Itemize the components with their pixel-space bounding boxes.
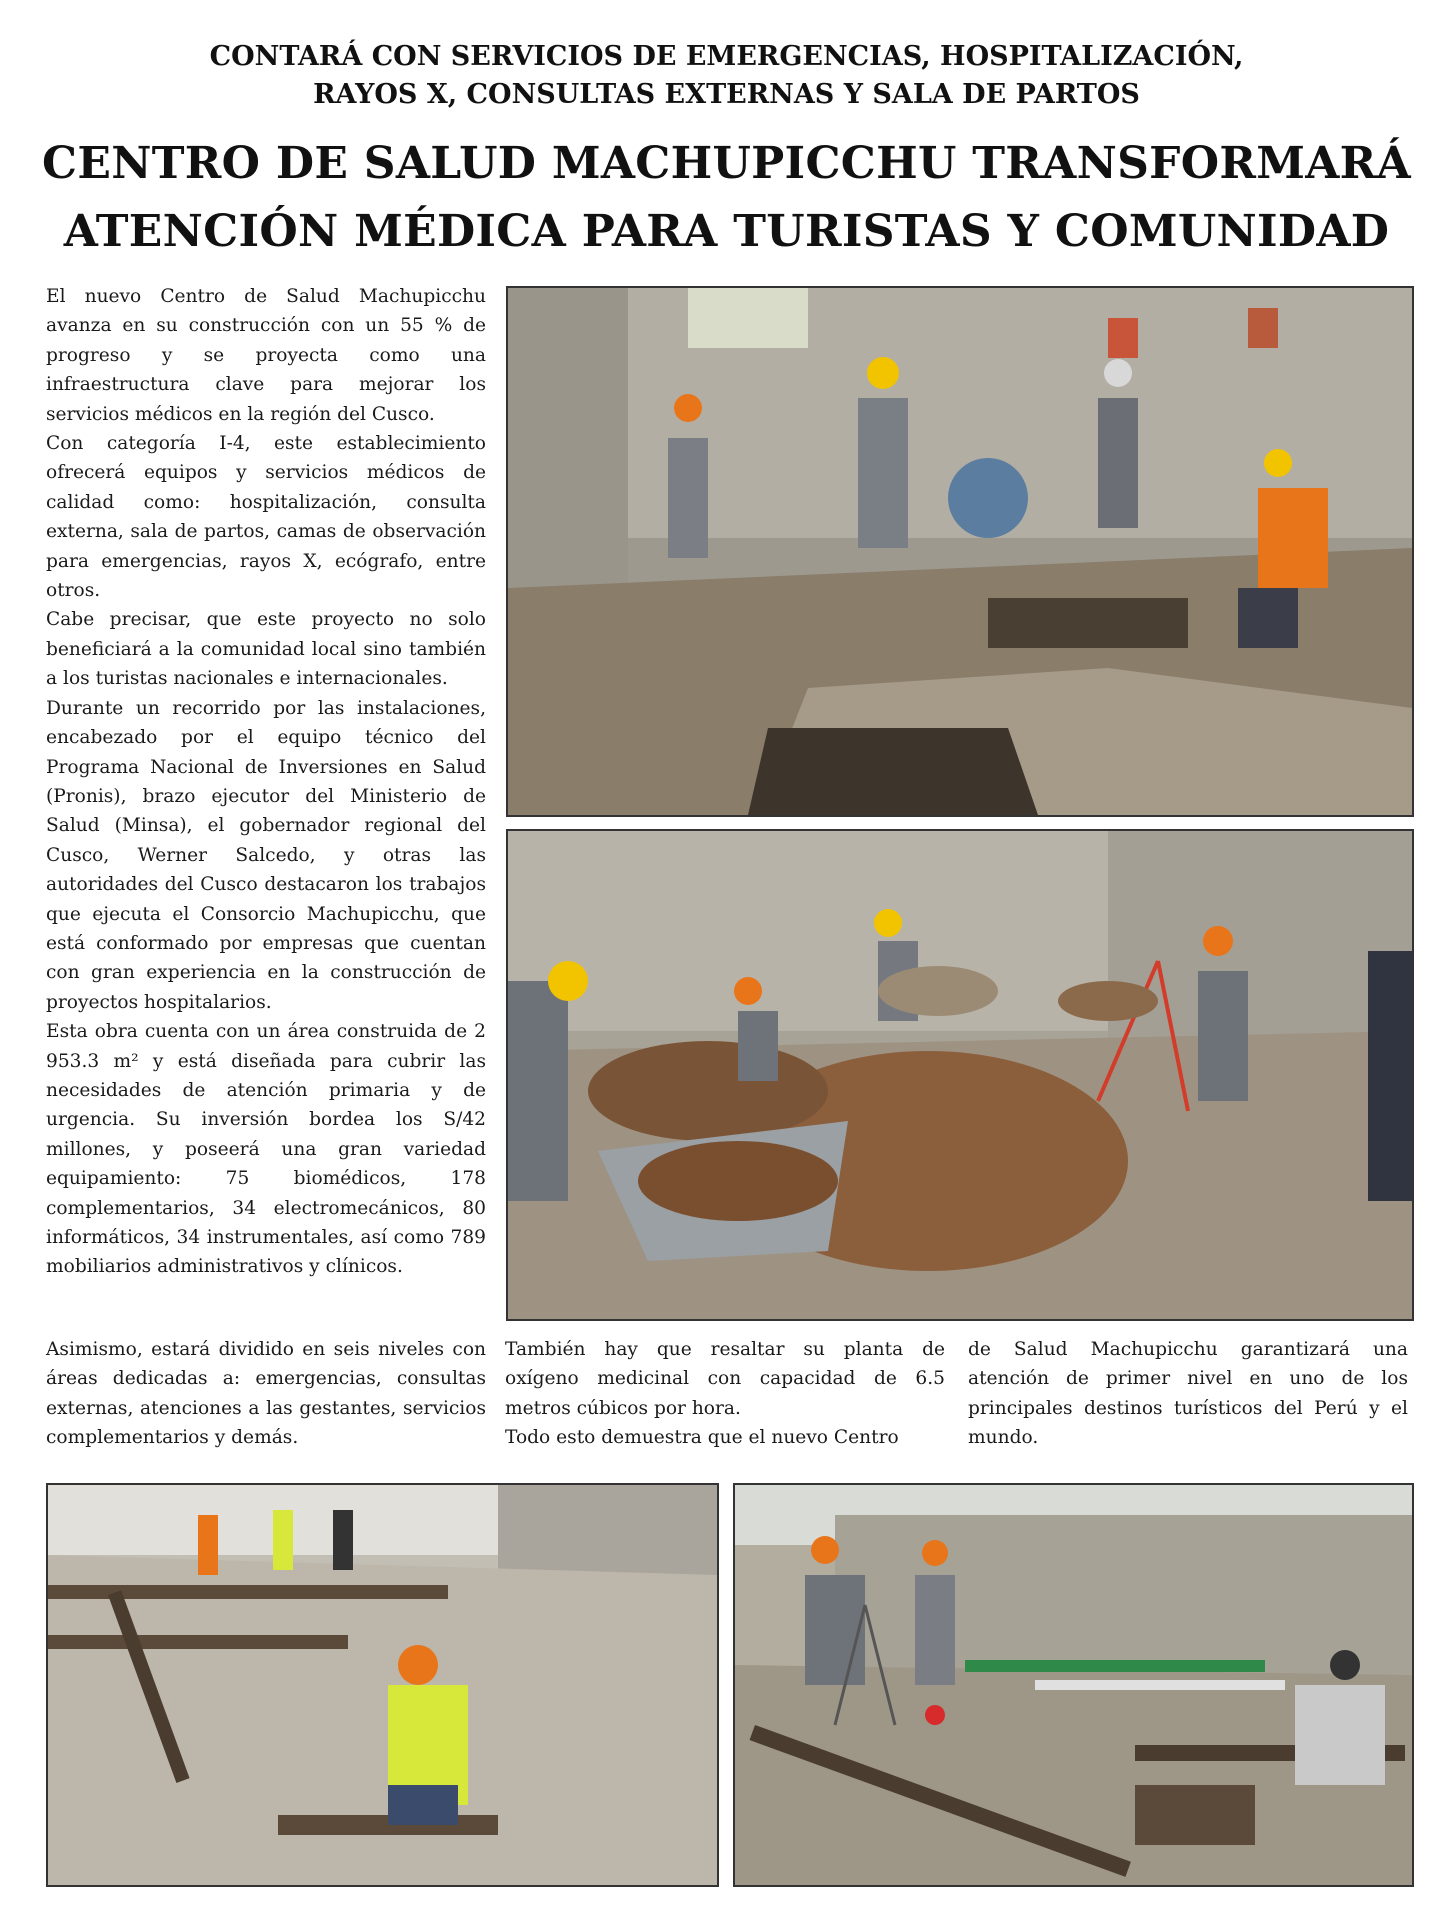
construction-photo-illustration [735,1485,1412,1885]
paragraph-investment: Esta obra cuenta con un área construida de 2 953.3 m² y está diseñada para cubrir las necesidades de atención primaria y de urgencia. Su inversión bordea los S/42 millones, y poseerá una gran variedad equipamiento: 75 biomédicos, 178 complementarios, 34 electromecánicos, 80 informáticos, 34 instrumentales, así como 789 mobiliarios administrativos y clínicos. [46,1021,486,1278]
headline-line-2: ATENCIÓN MÉDICA PARA TURISTAS Y COMUNIDAD [63,206,1390,257]
headline-line-1: CENTRO DE SALUD MACHUPICCHU TRANSFORMARÁ [42,138,1411,189]
paragraph-beneficiaries: Cabe precisar, que este proyecto no solo beneficiará a la comunidad local sino también a los turistas nacionales e internacionales. [46,609,486,690]
photo-construction-site-4 [733,1483,1414,1887]
kicker-line-2: RAYOS X, CONSULTAS EXTERNAS Y SALA DE PARTOS [313,79,1140,110]
paragraph-oxygen: También hay que resaltar su planta de oxígeno medicinal con capacidad de 6.5 metros cúbicos por hora. [505,1339,945,1419]
article-column-bottom-1 [46,1335,486,1453]
paragraph-conclusion-start: Todo esto demuestra que el nuevo Centro [505,1427,899,1449]
photo-construction-site-2 [506,829,1414,1321]
article-column-bottom-3 [968,1335,1408,1453]
paragraph-levels: Asimismo, estará dividido en seis niveles con áreas dedicadas a: emergencias, consultas externas, atenciones a las gestantes, servicios complementarios y demás. [46,1339,486,1449]
article-column-bottom-2 [505,1335,945,1453]
construction-photo-illustration [508,831,1412,1319]
paragraph-progress: El nuevo Centro de Salud Machupicchu avanza en su construcción con un 55 % de progreso y se proyecta como una infraestructura clave para mejorar los servicios médicos en la región del Cusco. [46,286,486,425]
headline [0,130,1453,266]
kicker-line-1: CONTARÁ CON SERVICIOS DE EMERGENCIAS, HOSPITALIZACIÓN, [209,41,1244,72]
construction-photo-illustration [508,288,1412,815]
photo-construction-site-3 [46,1483,719,1887]
kicker [0,38,1453,114]
paragraph-category: Con categoría I-4, este establecimiento ofrecerá equipos y servicios médicos de calidad como: hospitalización, consulta externa, sala de partos, camas de observación para emergencias, rayos X, ecógrafo, entre otros. [46,433,486,602]
photo-construction-site-1 [506,286,1414,817]
paragraph-visit: Durante un recorrido por las instalaciones, encabezado por el equipo técnico del Programa Nacional de Inversiones en Salud (Pronis), brazo ejecutor del Ministerio de Salud (Minsa), el gobernador regional del Cusco, Werner Salcedo, y otras las autoridades del Cusco destacaron los trabajos que ejecuta el Consorcio Machupicchu, que está conformado por empresas que cuentan con gran experiencia en la construcción de proyectos hospitalarios. [46,697,486,1013]
paragraph-conclusion-end: de Salud Machupicchu garantizará una atención de primer nivel en uno de los principales destinos turísticos del Perú y el mundo. [968,1339,1408,1449]
construction-photo-illustration [48,1485,717,1885]
article-column-left [46,282,486,1282]
